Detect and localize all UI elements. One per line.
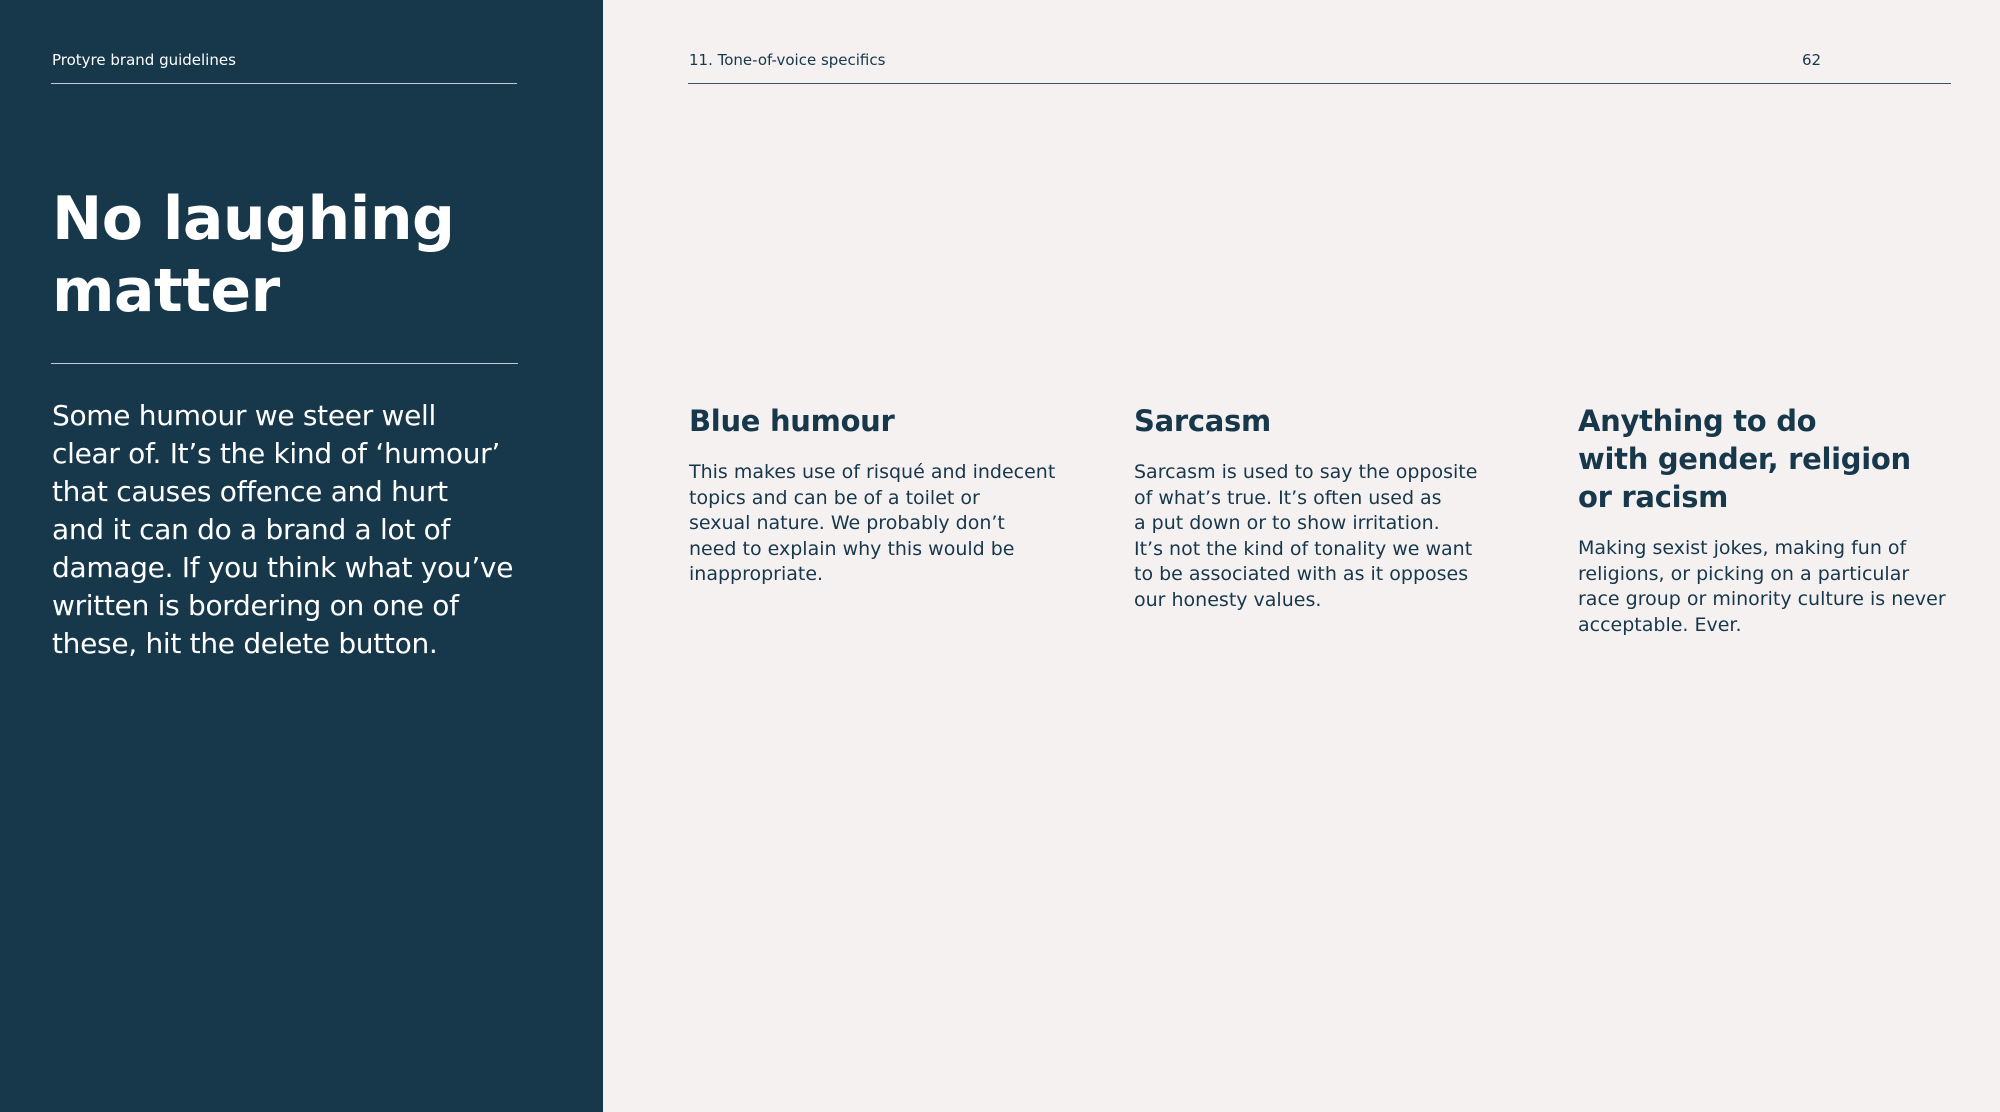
intro-paragraph [52, 397, 557, 663]
column-text-line: inappropriate. [689, 563, 824, 585]
column-title-line: or racism [1578, 480, 1729, 514]
page-title-line: No laughing [52, 184, 455, 254]
left-panel [0, 0, 603, 1112]
intro-line: damage. If you think what you’ve [52, 551, 514, 584]
column-text-line: need to explain why this would be [689, 537, 1015, 560]
intro-line: Some humour we steer well [52, 399, 437, 432]
column-text-line: sexual nature. We probably don’t [689, 512, 1005, 534]
column-title [689, 402, 1069, 440]
intro-line: written is bordering on one of [52, 589, 459, 622]
column-text-line: topics and can be of a toilet or [689, 486, 980, 509]
header-divider [51, 83, 517, 84]
column-text [1578, 536, 1988, 638]
page-title [52, 183, 552, 327]
column-text-line: It’s not the kind of tonality we want [1134, 537, 1473, 560]
column-title-line: Blue humour [689, 404, 895, 438]
intro-line: and it can do a brand a lot of [52, 513, 450, 546]
intro-line: clear of. It’s the kind of ‘humour’ [52, 437, 500, 470]
column-title [1134, 402, 1514, 440]
brand-guidelines-label: Protyre brand guidelines [52, 51, 236, 69]
right-panel [603, 0, 2000, 1112]
column-text-line: race group or minority culture is never [1578, 588, 1946, 610]
intro-line: these, hit the delete button. [52, 627, 438, 660]
column-text-line: Making sexist jokes, making fun of [1578, 537, 1907, 559]
column-title-line: with gender, religion [1578, 442, 1911, 476]
column-sarcasm [1134, 402, 1514, 613]
title-divider [51, 363, 518, 364]
column-text-line: our honesty values. [1134, 588, 1322, 611]
column-text [689, 460, 1069, 588]
column-text-line: religions, or picking on a particular [1578, 562, 1910, 585]
section-label: 11. Tone-of-voice specifics [689, 51, 886, 69]
column-title [1578, 402, 1988, 516]
column-text-line: of what’s true. It’s often used as [1134, 486, 1442, 509]
column-title-line: Anything to do [1578, 404, 1817, 438]
column-gender-religion-racism [1578, 402, 1988, 638]
page-number: 62 [1802, 51, 1822, 69]
column-text-line: to be associated with as it opposes [1134, 563, 1469, 585]
header-divider [688, 83, 1951, 84]
column-text [1134, 460, 1514, 613]
column-text-line: a put down or to show irritation. [1134, 512, 1440, 534]
page-title-line: matter [52, 256, 280, 326]
intro-line: that causes offence and hurt [52, 475, 448, 508]
column-blue-humour [689, 402, 1069, 588]
column-text-line: acceptable. Ever. [1578, 613, 1742, 636]
column-text-line: This makes use of risqué and indecent [689, 461, 1056, 483]
column-title-line: Sarcasm [1134, 404, 1271, 438]
column-text-line: Sarcasm is used to say the opposite [1134, 461, 1478, 483]
